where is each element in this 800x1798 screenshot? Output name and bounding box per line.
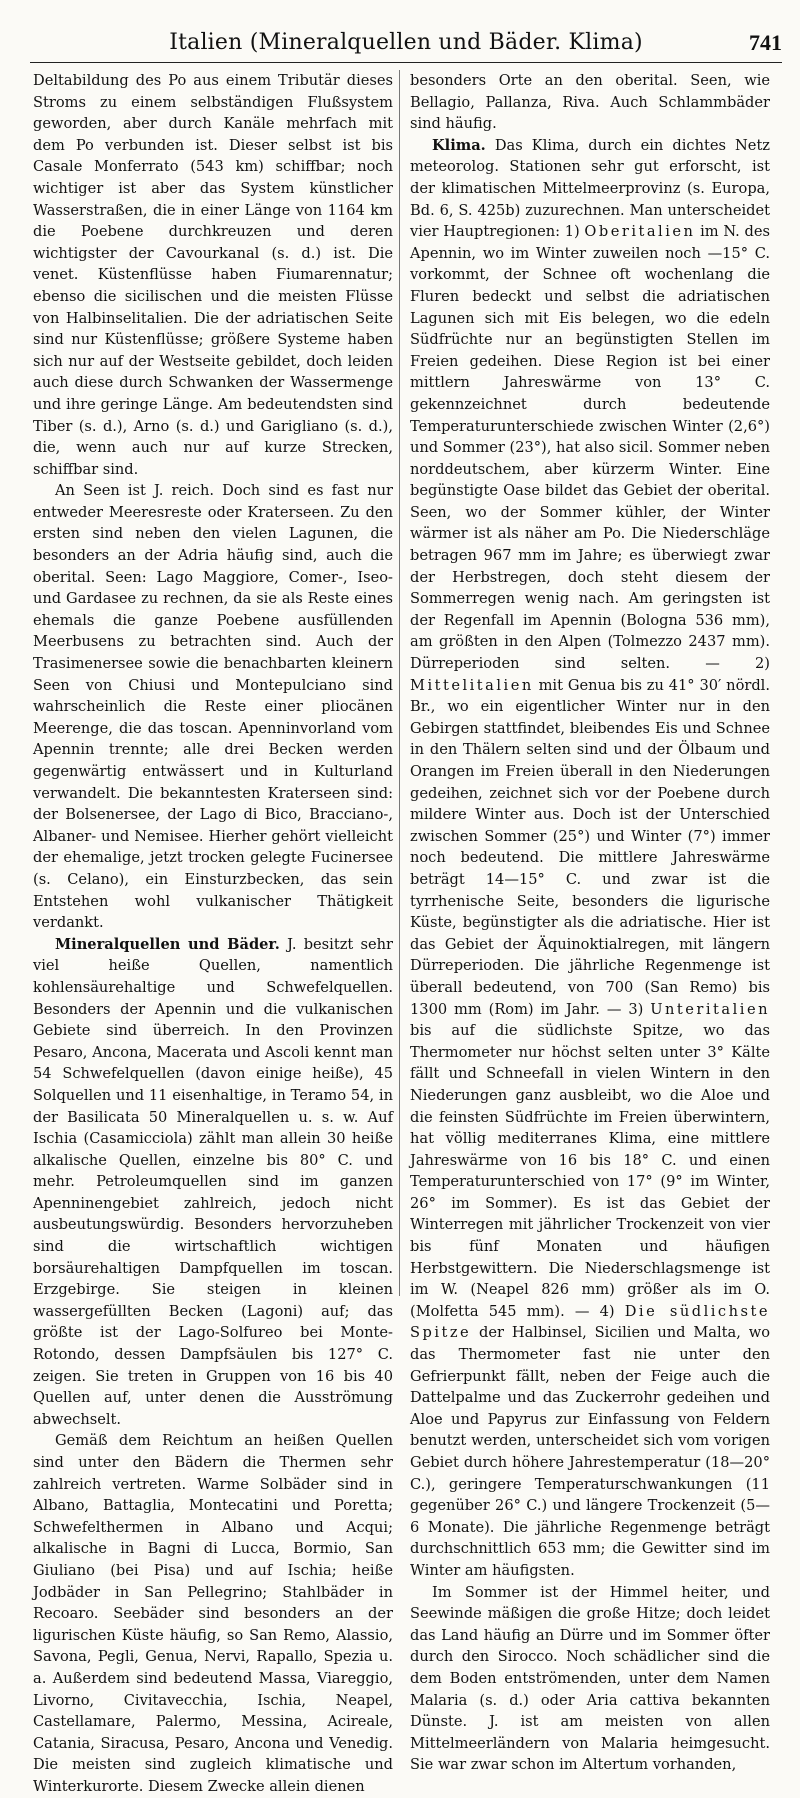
climate-text-e: der Halbinsel, Sicilien und Malta, wo das Thermometer fast nie unter den Gefrierpunkt fällt, neben der Feige auch die Dattelpalme und das Zuckerrohr gedeihen und Aloe und Papyrus zur Einfassung von Feldern benutzt werden, unterscheidet sich vom vorigen Gebiet durch höhere Jahrestemperatur (18—20° C.), geringere Temperaturschwankungen (11 gegenüber 26° C.) und längere Trockenzeit (5—6 Monate). Die jährliche Regenmenge beträgt durchschnittlich 653 mm; die Gewitter sind im Winter am häufigsten. [410, 1324, 770, 1579]
running-title: Italien (Mineralquellen und Bäder. Klima) [169, 30, 643, 55]
region-suedlichste-spitze: Die südlichste Spitze [410, 1302, 770, 1342]
section-heading-mineral-springs: Mineralquellen und Bäder. [55, 935, 280, 953]
right-column [410, 70, 770, 1774]
paragraph-lakes: An Seen ist J. reich. Doch sind es fast nur entweder Meeresreste oder Kraterseen. Zu den ersten sind neben den vielen Lagunen, die besonders an der Adria häufig sind, auch die oberital. Seen: Lago Maggiore, Comer-, Iseo- und Gardasee zu rechnen, da sie als Reste eines ehemals die ganze Poebene ausfüllenden Meerbusens zu betrachten sind. Auch der Trasimenersee sowie die benachbarten kleinern Seen von Chiusi und Montepulciano sind wahrscheinlich die Reste einer pliocänen Meerenge, die das toscan. Apenninvorland vom Apennin trennte; alle drei Becken werden gegenwärtig entwässert und in Kulturland verwandelt. Die bekanntesten Kraterseen sind: der Bolsenersee, der Lago di Bico, Bracciano-, Albaner- und Nemisee. Hierher gehört vielleicht der ehemalige, jetzt trocken gelegte Fucinersee (s. Celano), ein Einsturzbecken, das sein Entstehen wohl vulkanischer Thätigkeit verdankt. [33, 482, 393, 932]
paragraph-po-rivers: Deltabildung des Po aus einem Tributär dieses Stroms zu einem selbständigen Flußsystem geworden, aber durch Kanäle mehrfach mit dem Po verbunden ist. Dieser selbst ist bis Casale Monferrato (543 km) schiffbar; noch wichtiger ist aber das System künstlicher Wasserstraßen, die in einer Länge von 1164 km die Poebene durchkreuzen und deren wichtigster der Cavourkanal (s. d.) ist. Die venet. Küstenflüsse haben Fiumarennatur; ebenso die sicilischen und die meisten Flüsse von Halbinselitalien. Die der adriatischen Seite sind nur Küstenflüsse; größere Systeme haben sich nur auf der Westseite gebildet, doch leiden auch diese durch Schwanken der Wassermenge und ihre geringe Länge. Am bedeutendsten sind Tiber (s. d.), Arno (s. d.) und Garigliano (s. d.), die, wenn auch nur auf kurze Strecken, schiffbar sind. [33, 72, 393, 478]
region-mittelitalien: Mittelitalien [410, 676, 534, 694]
climate-text-a: Das Klima, durch ein dichtes Netz meteorolog. Stationen sehr gut erforscht, ist der klimatischen Mittelmeerprovinz (s. Europa, Bd. 6, S. 425b) zuzurechnen. Man unterscheidet vier Hauptregionen: 1) [410, 136, 770, 241]
region-oberitalien: Oberitalien [584, 223, 696, 241]
page-number: 741 [749, 30, 782, 55]
paragraph-baths: Gemäß dem Reichtum an heißen Quellen sind unter den Bädern die Thermen sehr zahlreich vertreten. Warme Solbäder sind in Albano, Battaglia, Montecatini und Poretta; Schwefelthermen in Albano und Acqui; alkalische in Bagni di Lucca, Bormio, San Giuliano (bei Pisa) und auf Ischia; heiße Jodbäder in San Pellegrino; Stahlbäder in Recoaro. Seebäder sind besonders an der ligurischen Küste häufig, so San Remo, Alassio, Savona, Pegli, Genua, Nervi, Rapallo, Spezia u. a. Außerdem sind bedeutend Massa, Viareggio, Livorno, Civitavecchia, Ischia, Neapel, Castellamare, Palermo, Messina, Acireale, Catania, Siracusa, Pesaro, Ancona und Venedig. Die meisten sind zugleich klimatische und Winterkurorte. Diesem Zwecke allein dienen [33, 1432, 393, 1795]
paragraph-summer-malaria: Im Sommer ist der Himmel heiter, und Seewinde mäßigen die große Hitze; doch leidet das Land häufig an Dürre und im Sommer öfter durch den Sirocco. Noch schädlicher sind die dem Boden entströmenden, unter dem Namen Malaria (s. d.) oder Aria cattiva bekannten Dünste. J. ist am meisten von allen Mittelmeerländern von Malaria heimgesucht. Sie war zwar schon im Altertum vorhanden, [410, 1583, 770, 1774]
paragraph-lake-resorts: besonders Orte an den oberital. Seen, wie Bellagio, Pallanza, Riva. Auch Schlammbäder sind häufig. [410, 72, 770, 133]
climate-text-d: bis auf die südlichste Spitze, wo das Thermometer nur höchst selten unter 3° Kälte fällt und Schneefall in vielen Wintern in den Niederungen ganz ausbleibt, wo die Aloe und die feinsten Südfrüchte im Freien überwintern, hat völlig mediterranes Klima, eine mittlere Jahreswärme von 16 bis 18° C. und einen Temperaturunterschied von 17° (9° im Winter, 26° im Sommer). Es ist das Gebiet der Winterregen mit jährlicher Trockenzeit von vier bis fünf Monaten und häufigen Herbstgewittern. Die Niederschlagsmenge ist im W. (Neapel 826 mm) größer als im O. (Molfetta 545 mm). — 4) [410, 1022, 770, 1320]
page-header [30, 14, 782, 63]
region-unteritalien: Unteritalien [650, 1000, 770, 1018]
climate-text-c: mit Genua bis zu 41° 30′ nördl. Br., wo ein eigentlicher Winter nur in den Gebirgen stattfindet, bleibendes Eis und Schnee in den Thälern selten sind und der Ölbaum und Orangen im Freien überall in den Niederungen gedeihen, zeichnet sich vor der Poebene durch mildere Winter aus. Doch ist der Unterschied zwischen Sommer (25°) und Winter (7°) immer noch bedeutend. Die mittlere Jahreswärme beträgt 14—15° C. und zwar ist die tyrrhenische Seite, besonders die ligurische Küste, begünstigter als die adriatische. Hier ist das Gebiet der Äquinoktialregen, mit längern Dürreperioden. Die jährliche Regenmenge ist überall bedeutend, von 700 (San Remo) bis 1300 mm (Rom) im Jahr. — 3) [410, 676, 770, 1018]
mineral-springs-text: J. besitzt sehr viel heiße Quellen, namentlich kohlensäurehaltige und Schwefelquellen. Besonders der Apennin und die vulkanischen Gebiete sind überreich. In den Provinzen Pesaro, Ancona, Macerata und Ascoli kennt man 54 Schwefelquellen (davon einige heiße), 45 Solquellen und 11 eisenhaltige, in Teramo 54, in der Basilicata 50 Mineralquellen u. s. w. Auf Ischia (Casamicciola) zählt man allein 30 heiße alkalische Quellen, einzelne bis 80° C. und mehr. Petroleumquellen sind im ganzen Apenninengebiet zahlreich, jedoch nicht ausbeutungswürdig. Besonders hervorzuheben sind die wirtschaftlich wichtigen borsäurehaltigen Dampfquellen im toscan. Erzgebirge. Sie steigen in kleinen wassergefüllten Becken (Lagoni) auf; das größte ist der Lago-Solfureo bei Monte-Rotondo, dessen Dampfsäulen bis 127° C. zeigen. Sie treten in Gruppen von 16 bis 40 Quellen auf, unter denen die Ausströmung abwechselt. [33, 935, 394, 1428]
section-heading-climate: Klima. [432, 136, 486, 154]
climate-text-b: im N. des Apennin, wo im Winter zuweilen noch —15° C. vorkommt, der Schnee oft wochenlang die Fluren bedeckt und selbst die adriatischen Lagunen sich mit Eis belegen, wo die edeln Südfrüchte nur an begünstigten Stellen im Freien gedeihen. Diese Region ist bei einer mittlern Jahreswärme von 13° C. gekennzeichnet durch bedeutende Temperaturunterschiede zwischen Winter (2,6°) und Sommer (23°), hat also sicil. Sommer neben norddeutschem, aber kürzerm Winter. Eine begünstigte Oase bildet das Gebiet der oberital. Seen, wo der Sommer kühler, der Winter wärmer ist als näher am Po. Die Niederschläge betragen 967 mm im Jahre; es überwiegt zwar der Herbstregen, doch steht diesem der Sommerregen wenig nach. Am geringsten ist der Regenfall im Apennin (Bologna 536 mm), am größten in den Alpen (Tolmezzo 2437 mm). Dürreperioden sind selten. — 2) [410, 223, 770, 673]
paragraph-climate [410, 135, 770, 1582]
paragraph-mineral-springs [33, 934, 393, 1431]
left-column [33, 70, 394, 1795]
column-divider [399, 70, 400, 1296]
